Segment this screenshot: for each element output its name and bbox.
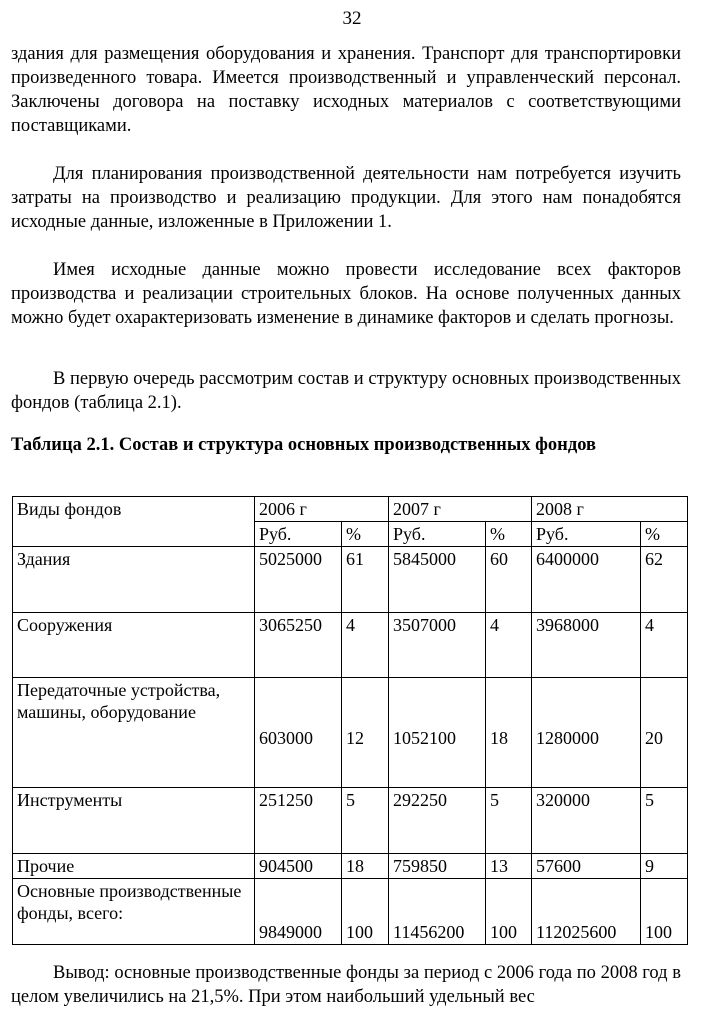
- table-row: [13, 854, 688, 879]
- paragraph-1: здания для размещения оборудования и хранения. Транспорт для транспортировки произведенного товара. Имеется производственный и управленческий персонал. Заключены договора на поставку исходных материалов с соответствующими поставщиками.: [11, 44, 681, 136]
- cell: 61: [342, 547, 389, 613]
- header-year-2006: 2006 г: [255, 497, 389, 522]
- cell: 5: [342, 788, 389, 854]
- cell: 1280000: [532, 678, 641, 788]
- cell: 320000: [532, 788, 641, 854]
- table-row-total: [13, 879, 688, 945]
- row-label: Инструменты: [13, 788, 255, 854]
- cell: 5025000: [255, 547, 342, 613]
- cell: 6400000: [532, 547, 641, 613]
- table-title: Таблица 2.1. Состав и структура основных производственных фондов: [11, 435, 596, 455]
- header-year-2008: 2008 г: [532, 497, 688, 522]
- row-label: Сооружения: [13, 613, 255, 678]
- conclusion-paragraph: Вывод: основные производственные фонды за период с 2006 года по 2008 год в целом увеличились на 21,5%. При этом наибольший удельный вес: [11, 963, 681, 1007]
- cell: 904500: [255, 854, 342, 879]
- row-label: Основные производственные фонды, всего:: [13, 879, 255, 945]
- cell: 3968000: [532, 613, 641, 678]
- funds-table: [12, 496, 688, 945]
- table-header-row: [13, 497, 688, 522]
- cell: 18: [486, 678, 532, 788]
- paragraph-2: Для планирования производственной деятельности нам потребуется изучить затраты на производство и реализацию продукции. Для этого нам понадобятся исходные данные, изложенные в Приложении 1.: [11, 164, 681, 232]
- cell: 3507000: [389, 613, 486, 678]
- cell: 62: [641, 547, 688, 613]
- header-fund-type: Виды фондов: [13, 497, 255, 547]
- subheader-rub: Руб.: [389, 522, 486, 547]
- row-label: Прочие: [13, 854, 255, 879]
- cell: 18: [342, 854, 389, 879]
- cell: 4: [342, 613, 389, 678]
- table-row: [13, 788, 688, 854]
- cell: 100: [342, 879, 389, 945]
- cell: 60: [486, 547, 532, 613]
- table-row: [13, 613, 688, 678]
- cell: 4: [641, 613, 688, 678]
- cell: 112025600: [532, 879, 641, 945]
- cell: 4: [486, 613, 532, 678]
- cell: 12: [342, 678, 389, 788]
- table-row: [13, 547, 688, 613]
- paragraph-4: В первую очередь рассмотрим состав и структуру основных производственных фондов (таблица 2.1).: [11, 369, 681, 413]
- row-label: Здания: [13, 547, 255, 613]
- subheader-rub: Руб.: [255, 522, 342, 547]
- header-year-2007: 2007 г: [389, 497, 532, 522]
- cell: 100: [641, 879, 688, 945]
- subheader-pct: %: [641, 522, 688, 547]
- subheader-pct: %: [486, 522, 532, 547]
- subheader-pct: %: [342, 522, 389, 547]
- cell: 5: [641, 788, 688, 854]
- page-number: 32: [342, 8, 362, 29]
- cell: 603000: [255, 678, 342, 788]
- table-row: [13, 678, 688, 788]
- cell: 1052100: [389, 678, 486, 788]
- cell: 759850: [389, 854, 486, 879]
- cell: 3065250: [255, 613, 342, 678]
- cell: 11456200: [389, 879, 486, 945]
- cell: 9849000: [255, 879, 342, 945]
- row-label: Передаточные устройства, машины, оборудование: [13, 678, 255, 788]
- cell: 57600: [532, 854, 641, 879]
- cell: 20: [641, 678, 688, 788]
- subheader-rub: Руб.: [532, 522, 641, 547]
- cell: 9: [641, 854, 688, 879]
- cell: 292250: [389, 788, 486, 854]
- cell: 251250: [255, 788, 342, 854]
- paragraph-3: Имея исходные данные можно провести исследование всех факторов производства и реализации строительных блоков. На основе полученных данных можно будет охарактеризовать изменение в динамике факторов и сделать прогнозы.: [11, 260, 681, 328]
- cell: 13: [486, 854, 532, 879]
- cell: 5845000: [389, 547, 486, 613]
- cell: 5: [486, 788, 532, 854]
- cell: 100: [486, 879, 532, 945]
